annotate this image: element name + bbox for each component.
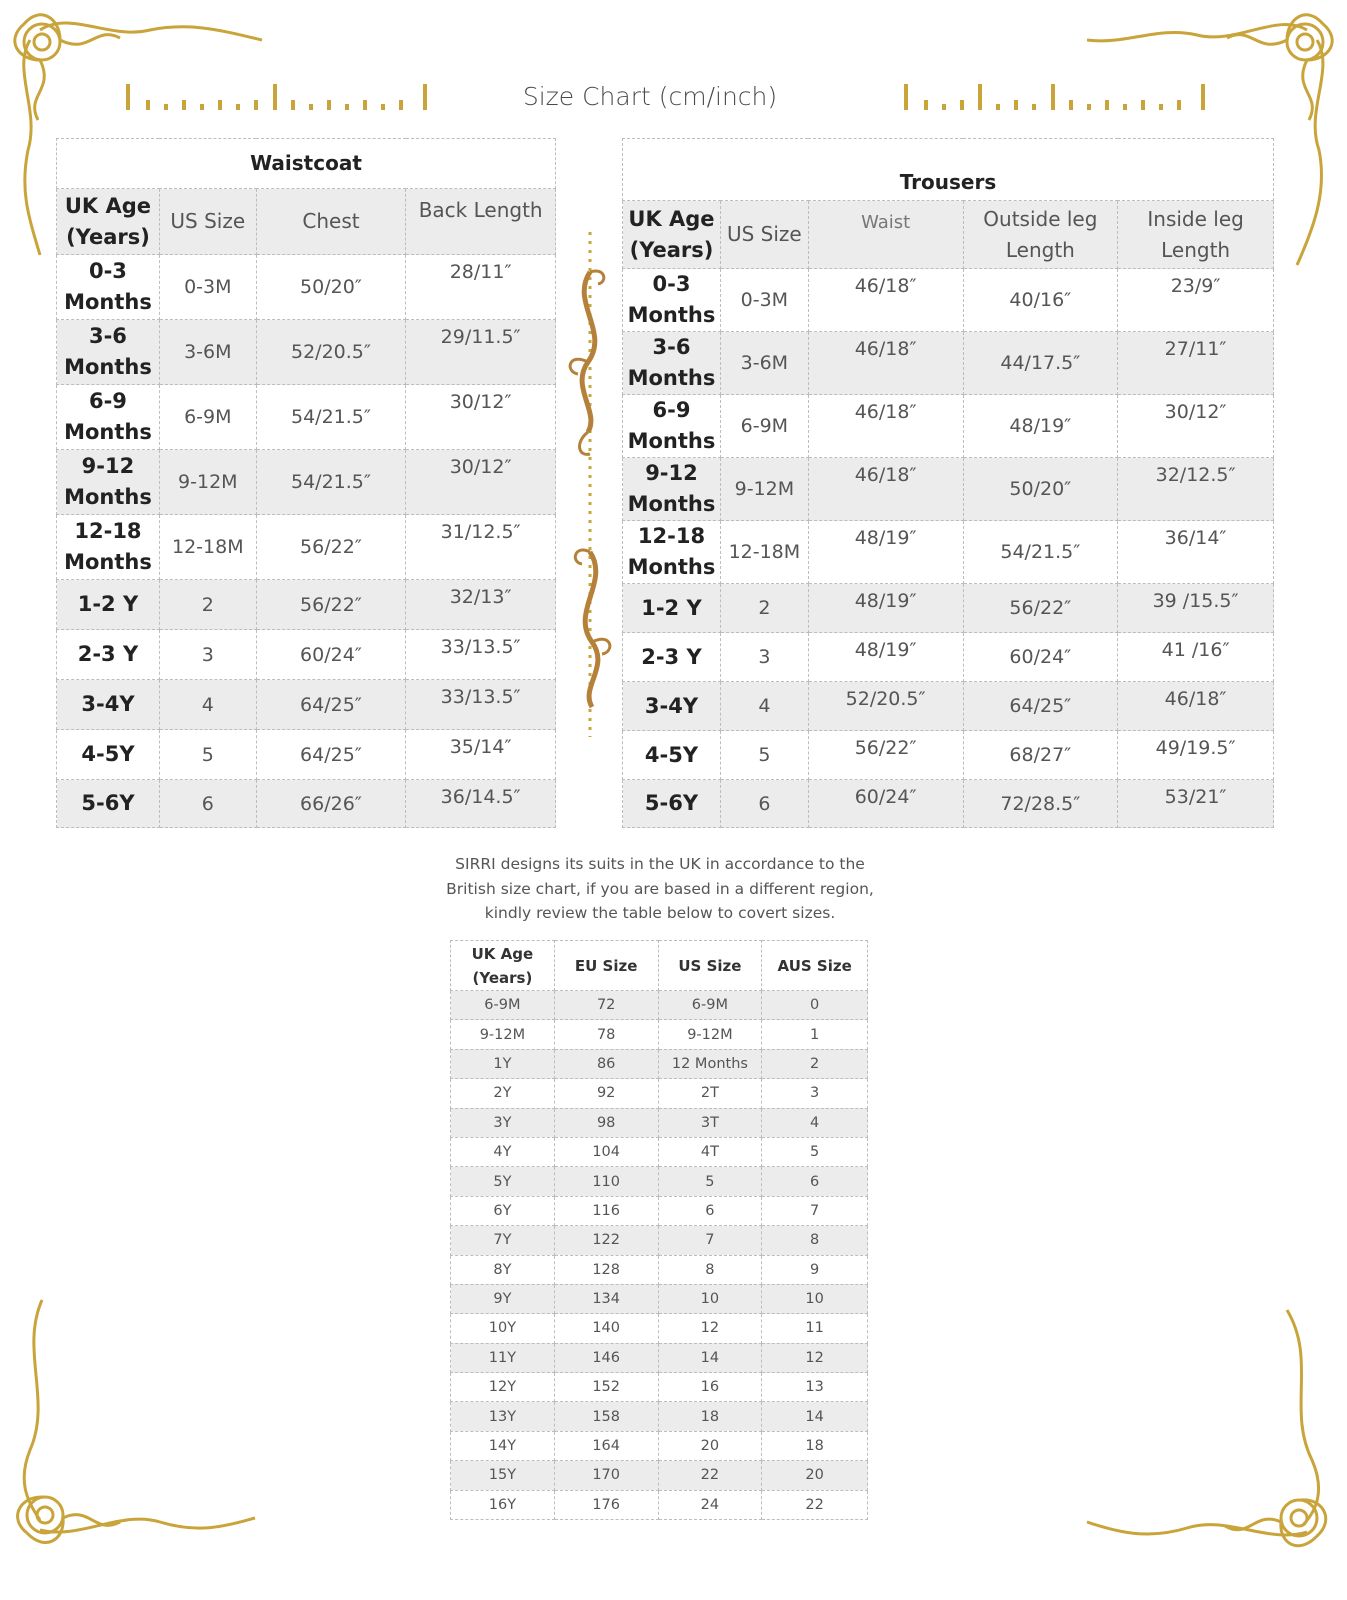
- region-note-line-2: British size chart, if you are based in a different region,: [446, 879, 874, 898]
- trousers-cell-inside-leg: 27/11″: [1118, 332, 1274, 395]
- trousers-cell-outside-leg: 44/17.5″: [963, 332, 1118, 395]
- conversion-cell-uk-age: 10Y: [451, 1314, 555, 1343]
- trousers-cell-us-size: 4: [720, 682, 808, 731]
- waistcoat-cell-back-length: 30/12″: [406, 385, 556, 450]
- trousers-cell-inside-leg: 41 /16″: [1118, 633, 1274, 682]
- conversion-row: [451, 1049, 868, 1078]
- waistcoat-row: [57, 450, 556, 515]
- conversion-cell-eu-size: 134: [554, 1284, 658, 1313]
- trousers-cell-waist: 52/20.5″: [808, 682, 963, 731]
- region-note: [420, 852, 900, 926]
- waistcoat-cell-us-size: 3: [159, 630, 256, 680]
- waistcoat-cell-back-length: 36/14.5″: [406, 780, 556, 828]
- conversion-cell-eu-size: 116: [554, 1196, 658, 1225]
- conversion-cell-aus-size: 12: [762, 1343, 868, 1372]
- conversion-cell-us-size: 9-12M: [658, 1020, 762, 1049]
- conversion-cell-uk-age: 3Y: [451, 1108, 555, 1137]
- trousers-caption: Trousers: [623, 139, 1274, 201]
- waistcoat-cell-uk-age: 6-9 Months: [57, 385, 160, 450]
- conversion-cell-aus-size: 2: [762, 1049, 868, 1078]
- trousers-cell-us-size: 2: [720, 584, 808, 633]
- conversion-cell-us-size: 22: [658, 1461, 762, 1490]
- conversion-header-aus-size: AUS Size: [762, 941, 868, 991]
- trousers-row: [623, 731, 1274, 780]
- waistcoat-cell-back-length: 30/12″: [406, 450, 556, 515]
- conversion-cell-aus-size: 1: [762, 1020, 868, 1049]
- conversion-cell-aus-size: 11: [762, 1314, 868, 1343]
- conversion-row: [451, 1284, 868, 1313]
- conversion-cell-uk-age: 2Y: [451, 1079, 555, 1108]
- conversion-cell-aus-size: 9: [762, 1255, 868, 1284]
- trousers-row: [623, 633, 1274, 682]
- waistcoat-cell-us-size: 5: [159, 730, 256, 780]
- waistcoat-row: [57, 255, 556, 320]
- conversion-cell-us-size: 5: [658, 1167, 762, 1196]
- conversion-cell-uk-age: 14Y: [451, 1431, 555, 1460]
- waistcoat-cell-chest: 50/20″: [256, 255, 406, 320]
- conversion-cell-uk-age: 4Y: [451, 1137, 555, 1166]
- trousers-cell-outside-leg: 40/16″: [963, 269, 1118, 332]
- conversion-cell-uk-age: 6Y: [451, 1196, 555, 1225]
- trousers-cell-inside-leg: 30/12″: [1118, 395, 1274, 458]
- conversion-cell-eu-size: 104: [554, 1137, 658, 1166]
- trousers-cell-uk-age: 0-3 Months: [623, 269, 721, 332]
- waistcoat-cell-back-length: 33/13.5″: [406, 680, 556, 730]
- conversion-cell-uk-age: 1Y: [451, 1049, 555, 1078]
- trousers-cell-us-size: 3-6M: [720, 332, 808, 395]
- conversion-row: [451, 1373, 868, 1402]
- conversion-cell-uk-age: 9Y: [451, 1284, 555, 1313]
- region-note-line-3: kindly review the table below to covert sizes.: [484, 904, 836, 922]
- waistcoat-cell-chest: 56/22″: [256, 515, 406, 580]
- conversion-cell-uk-age: 12Y: [451, 1373, 555, 1402]
- conversion-cell-us-size: 3T: [658, 1108, 762, 1137]
- waistcoat-cell-chest: 56/22″: [256, 580, 406, 630]
- conversion-cell-uk-age: 13Y: [451, 1402, 555, 1431]
- conversion-cell-us-size: 16: [658, 1373, 762, 1402]
- conversion-cell-us-size: 6: [658, 1196, 762, 1225]
- waistcoat-cell-us-size: 2: [159, 580, 256, 630]
- waistcoat-cell-us-size: 12-18M: [159, 515, 256, 580]
- trousers-cell-outside-leg: 48/19″: [963, 395, 1118, 458]
- conversion-cell-us-size: 14: [658, 1343, 762, 1372]
- waistcoat-cell-us-size: 9-12M: [159, 450, 256, 515]
- conversion-row: [451, 1314, 868, 1343]
- conversion-row: [451, 1461, 868, 1490]
- waistcoat-header-uk-age: UK Age (Years): [57, 189, 160, 255]
- conversion-cell-aus-size: 18: [762, 1431, 868, 1460]
- conversion-cell-eu-size: 158: [554, 1402, 658, 1431]
- trousers-header-outside-leg: Outside leg Length: [963, 201, 1118, 269]
- waistcoat-cell-back-length: 29/11.5″: [406, 320, 556, 385]
- conversion-row: [451, 1108, 868, 1137]
- conversion-cell-eu-size: 110: [554, 1167, 658, 1196]
- waistcoat-header-back-length: Back Length: [406, 189, 556, 255]
- conversion-row: [451, 1020, 868, 1049]
- trousers-cell-waist: 46/18″: [808, 395, 963, 458]
- conversion-cell-us-size: 2T: [658, 1079, 762, 1108]
- conversion-cell-aus-size: 22: [762, 1490, 868, 1519]
- trousers-header-waist: Waist: [808, 201, 963, 269]
- conversion-header-us-size: US Size: [658, 941, 762, 991]
- conversion-cell-eu-size: 98: [554, 1108, 658, 1137]
- trousers-cell-uk-age: 5-6Y: [623, 780, 721, 828]
- waistcoat-header-chest: Chest: [256, 189, 406, 255]
- conversion-cell-eu-size: 140: [554, 1314, 658, 1343]
- trousers-row: [623, 521, 1274, 584]
- conversion-cell-uk-age: 9-12M: [451, 1020, 555, 1049]
- trousers-cell-uk-age: 4-5Y: [623, 731, 721, 780]
- waistcoat-cell-uk-age: 2-3 Y: [57, 630, 160, 680]
- trousers-cell-waist: 48/19″: [808, 521, 963, 584]
- conversion-cell-eu-size: 152: [554, 1373, 658, 1402]
- waistcoat-cell-us-size: 6: [159, 780, 256, 828]
- trousers-cell-uk-age: 6-9 Months: [623, 395, 721, 458]
- waistcoat-row: [57, 515, 556, 580]
- trousers-cell-us-size: 6-9M: [720, 395, 808, 458]
- conversion-cell-uk-age: 6-9M: [451, 991, 555, 1020]
- waistcoat-cell-uk-age: 4-5Y: [57, 730, 160, 780]
- conversion-cell-us-size: 18: [658, 1402, 762, 1431]
- trousers-header-uk-age: UK Age (Years): [623, 201, 721, 269]
- waistcoat-cell-us-size: 3-6M: [159, 320, 256, 385]
- conversion-row: [451, 991, 868, 1020]
- conversion-cell-aus-size: 6: [762, 1167, 868, 1196]
- conversion-cell-aus-size: 8: [762, 1226, 868, 1255]
- trousers-cell-inside-leg: 46/18″: [1118, 682, 1274, 731]
- waistcoat-table: [56, 138, 556, 828]
- trousers-row: [623, 458, 1274, 521]
- waistcoat-cell-back-length: 35/14″: [406, 730, 556, 780]
- conversion-cell-us-size: 20: [658, 1431, 762, 1460]
- conversion-cell-eu-size: 92: [554, 1079, 658, 1108]
- trousers-header-inside-leg: Inside leg Length: [1118, 201, 1274, 269]
- trousers-cell-us-size: 12-18M: [720, 521, 808, 584]
- waistcoat-cell-us-size: 6-9M: [159, 385, 256, 450]
- conversion-cell-aus-size: 4: [762, 1108, 868, 1137]
- waistcoat-cell-us-size: 0-3M: [159, 255, 256, 320]
- trousers-cell-inside-leg: 39 /15.5″: [1118, 584, 1274, 633]
- conversion-row: [451, 1431, 868, 1460]
- conversion-cell-us-size: 10: [658, 1284, 762, 1313]
- trousers-cell-inside-leg: 53/21″: [1118, 780, 1274, 828]
- trousers-row: [623, 682, 1274, 731]
- conversion-cell-us-size: 12: [658, 1314, 762, 1343]
- conversion-header-eu-size: EU Size: [554, 941, 658, 991]
- waistcoat-caption: Waistcoat: [57, 139, 556, 189]
- waistcoat-cell-chest: 60/24″: [256, 630, 406, 680]
- trousers-cell-outside-leg: 50/20″: [963, 458, 1118, 521]
- waistcoat-cell-uk-age: 5-6Y: [57, 780, 160, 828]
- waistcoat-cell-chest: 64/25″: [256, 730, 406, 780]
- trousers-row: [623, 584, 1274, 633]
- conversion-cell-uk-age: 5Y: [451, 1167, 555, 1196]
- trousers-cell-uk-age: 3-6 Months: [623, 332, 721, 395]
- waistcoat-cell-back-length: 28/11″: [406, 255, 556, 320]
- conversion-cell-eu-size: 164: [554, 1431, 658, 1460]
- trousers-cell-waist: 46/18″: [808, 458, 963, 521]
- ruler-ornament-left: [125, 84, 430, 112]
- trousers-cell-waist: 46/18″: [808, 332, 963, 395]
- conversion-cell-eu-size: 146: [554, 1343, 658, 1372]
- waistcoat-row: [57, 385, 556, 450]
- waistcoat-cell-back-length: 33/13.5″: [406, 630, 556, 680]
- waistcoat-header-us-size: US Size: [159, 189, 256, 255]
- waistcoat-cell-chest: 54/21.5″: [256, 385, 406, 450]
- conversion-cell-eu-size: 128: [554, 1255, 658, 1284]
- conversion-row: [451, 1226, 868, 1255]
- trousers-cell-inside-leg: 23/9″: [1118, 269, 1274, 332]
- waistcoat-cell-chest: 52/20.5″: [256, 320, 406, 385]
- conversion-row: [451, 1137, 868, 1166]
- trousers-cell-uk-age: 9-12 Months: [623, 458, 721, 521]
- conversion-cell-us-size: 6-9M: [658, 991, 762, 1020]
- waistcoat-row: [57, 680, 556, 730]
- center-scroll-ornament: [560, 232, 620, 742]
- conversion-cell-uk-age: 7Y: [451, 1226, 555, 1255]
- conversion-cell-uk-age: 8Y: [451, 1255, 555, 1284]
- waistcoat-cell-us-size: 4: [159, 680, 256, 730]
- trousers-header-us-size: US Size: [720, 201, 808, 269]
- trousers-cell-us-size: 5: [720, 731, 808, 780]
- conversion-row: [451, 1402, 868, 1431]
- size-conversion-table: [450, 940, 868, 1520]
- trousers-cell-inside-leg: 49/19.5″: [1118, 731, 1274, 780]
- conversion-cell-uk-age: 15Y: [451, 1461, 555, 1490]
- waistcoat-cell-chest: 64/25″: [256, 680, 406, 730]
- trousers-cell-inside-leg: 32/12.5″: [1118, 458, 1274, 521]
- waistcoat-cell-uk-age: 3-6 Months: [57, 320, 160, 385]
- waistcoat-cell-uk-age: 0-3 Months: [57, 255, 160, 320]
- waistcoat-row: [57, 580, 556, 630]
- trousers-cell-us-size: 0-3M: [720, 269, 808, 332]
- conversion-cell-eu-size: 78: [554, 1020, 658, 1049]
- conversion-row: [451, 1490, 868, 1519]
- conversion-cell-aus-size: 10: [762, 1284, 868, 1313]
- conversion-cell-aus-size: 5: [762, 1137, 868, 1166]
- trousers-cell-waist: 48/19″: [808, 633, 963, 682]
- waistcoat-cell-uk-age: 12-18 Months: [57, 515, 160, 580]
- conversion-cell-aus-size: 20: [762, 1461, 868, 1490]
- conversion-cell-us-size: 7: [658, 1226, 762, 1255]
- conversion-cell-uk-age: 16Y: [451, 1490, 555, 1519]
- trousers-cell-waist: 60/24″: [808, 780, 963, 828]
- conversion-header-uk-age: UK Age (Years): [451, 941, 555, 991]
- trousers-cell-outside-leg: 72/28.5″: [963, 780, 1118, 828]
- ruler-ornament-right: [903, 84, 1208, 112]
- trousers-cell-outside-leg: 60/24″: [963, 633, 1118, 682]
- trousers-row: [623, 395, 1274, 458]
- waistcoat-cell-back-length: 31/12.5″: [406, 515, 556, 580]
- conversion-row: [451, 1255, 868, 1284]
- trousers-cell-outside-leg: 56/22″: [963, 584, 1118, 633]
- trousers-cell-us-size: 9-12M: [720, 458, 808, 521]
- trousers-cell-outside-leg: 68/27″: [963, 731, 1118, 780]
- waistcoat-cell-back-length: 32/13″: [406, 580, 556, 630]
- conversion-cell-aus-size: 13: [762, 1373, 868, 1402]
- waistcoat-cell-chest: 54/21.5″: [256, 450, 406, 515]
- conversion-cell-aus-size: 0: [762, 991, 868, 1020]
- trousers-row: [623, 780, 1274, 828]
- conversion-cell-us-size: 4T: [658, 1137, 762, 1166]
- trousers-cell-us-size: 3: [720, 633, 808, 682]
- waistcoat-cell-uk-age: 1-2 Y: [57, 580, 160, 630]
- conversion-cell-aus-size: 7: [762, 1196, 868, 1225]
- trousers-table: [622, 138, 1274, 828]
- waistcoat-row: [57, 730, 556, 780]
- waistcoat-cell-uk-age: 9-12 Months: [57, 450, 160, 515]
- trousers-cell-uk-age: 3-4Y: [623, 682, 721, 731]
- trousers-row: [623, 269, 1274, 332]
- trousers-cell-waist: 56/22″: [808, 731, 963, 780]
- trousers-cell-uk-age: 1-2 Y: [623, 584, 721, 633]
- trousers-cell-us-size: 6: [720, 780, 808, 828]
- conversion-cell-eu-size: 72: [554, 991, 658, 1020]
- waistcoat-row: [57, 320, 556, 385]
- conversion-cell-aus-size: 3: [762, 1079, 868, 1108]
- corner-flourish-bottom-right: [1077, 1300, 1347, 1560]
- waistcoat-row: [57, 780, 556, 828]
- conversion-cell-aus-size: 14: [762, 1402, 868, 1431]
- trousers-cell-inside-leg: 36/14″: [1118, 521, 1274, 584]
- conversion-cell-us-size: 8: [658, 1255, 762, 1284]
- trousers-cell-waist: 46/18″: [808, 269, 963, 332]
- conversion-row: [451, 1196, 868, 1225]
- conversion-cell-us-size: 24: [658, 1490, 762, 1519]
- corner-flourish-bottom-left: [0, 1290, 270, 1560]
- waistcoat-cell-chest: 66/26″: [256, 780, 406, 828]
- conversion-cell-eu-size: 86: [554, 1049, 658, 1078]
- conversion-cell-us-size: 12 Months: [658, 1049, 762, 1078]
- waistcoat-row: [57, 630, 556, 680]
- trousers-cell-outside-leg: 64/25″: [963, 682, 1118, 731]
- trousers-cell-uk-age: 2-3 Y: [623, 633, 721, 682]
- trousers-cell-outside-leg: 54/21.5″: [963, 521, 1118, 584]
- conversion-row: [451, 1343, 868, 1372]
- trousers-cell-uk-age: 12-18 Months: [623, 521, 721, 584]
- conversion-row: [451, 1167, 868, 1196]
- conversion-cell-eu-size: 176: [554, 1490, 658, 1519]
- conversion-cell-eu-size: 170: [554, 1461, 658, 1490]
- trousers-cell-waist: 48/19″: [808, 584, 963, 633]
- waistcoat-cell-uk-age: 3-4Y: [57, 680, 160, 730]
- conversion-row: [451, 1079, 868, 1108]
- page-title: Size Chart (cm/inch): [522, 82, 778, 111]
- conversion-cell-uk-age: 11Y: [451, 1343, 555, 1372]
- conversion-cell-eu-size: 122: [554, 1226, 658, 1255]
- region-note-line-1: SIRRI designs its suits in the UK in accordance to the: [455, 855, 865, 873]
- trousers-row: [623, 332, 1274, 395]
